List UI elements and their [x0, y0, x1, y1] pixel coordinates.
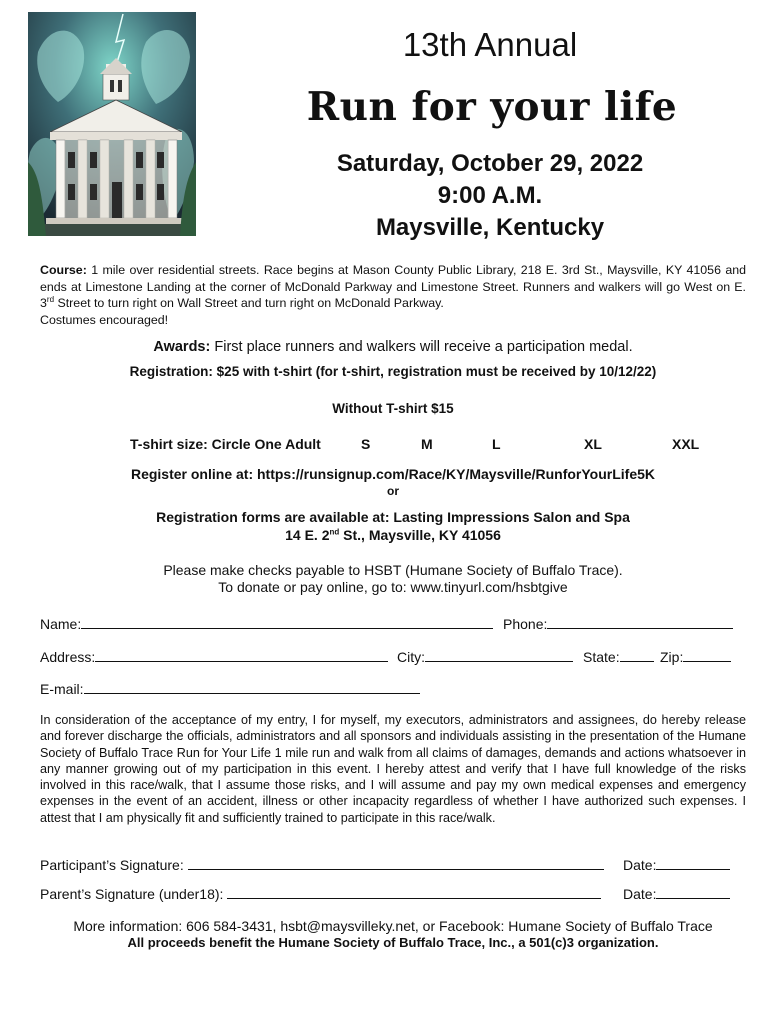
participant-date-line[interactable] [656, 857, 730, 870]
state-input-line[interactable] [620, 649, 654, 662]
awards-label: Awards: [153, 339, 211, 355]
address-field[interactable] [40, 649, 388, 665]
forms-sup: nd [329, 527, 340, 537]
participant-signature-line[interactable] [188, 857, 604, 870]
course-description [40, 262, 746, 328]
awards-line [40, 339, 746, 355]
name-label: Name: [40, 616, 82, 632]
forms-line-2 [40, 526, 746, 544]
email-input-line[interactable] [84, 681, 420, 694]
email-field[interactable] [40, 681, 420, 697]
name-field[interactable] [40, 616, 493, 632]
parent-date-line[interactable] [656, 886, 730, 899]
registration-forms-location [40, 508, 746, 544]
city-input-line[interactable] [425, 649, 573, 662]
address-input-line[interactable] [95, 649, 388, 662]
event-edition: 13th Annual [402, 26, 578, 63]
awards-text: First place runners and walkers will receive a participation medal. [214, 339, 633, 355]
or-separator: or [387, 484, 399, 498]
parent-signature-line[interactable] [227, 886, 601, 899]
event-date: Saturday, October 29, 2022 [336, 150, 644, 177]
zip-input-line[interactable] [683, 649, 731, 662]
city-field[interactable] [397, 649, 573, 665]
parent-signature-field[interactable] [40, 886, 601, 902]
registration-price: Registration: $25 with t-shirt (for t-shirt, registration must be received by 10/12/22) [129, 364, 657, 379]
parent-signature-label: Parent’s Signature (under18): [40, 886, 224, 902]
event-title: Run for your life [306, 84, 678, 130]
haunted-courthouse-image [28, 12, 196, 236]
name-input-line[interactable] [81, 616, 493, 629]
size-option-m[interactable]: M [421, 436, 433, 452]
size-option-xl[interactable]: XL [584, 436, 602, 452]
more-information: More information: 606 584-3431, hsbt@maysvilleky.net, or Facebook: Humane Society of Buffalo Trace [73, 918, 713, 934]
state-field[interactable] [583, 649, 654, 665]
course-label: Course: [40, 263, 87, 277]
participant-signature-label: Participant’s Signature: [40, 857, 184, 873]
phone-input-line[interactable] [547, 616, 733, 629]
email-label: E-mail: [40, 681, 84, 697]
zip-label: Zip: [660, 649, 684, 665]
forms-line-1: Registration forms are available at: Lasting Impressions Salon and Spa [156, 509, 630, 525]
tshirt-size-label: T-shirt size: Circle One Adult [130, 436, 321, 452]
payment-info [40, 562, 746, 596]
state-label: State: [583, 649, 620, 665]
address-label: Address: [40, 649, 96, 665]
forms-address-a: 14 E. 2 [285, 527, 330, 543]
city-label: City: [397, 649, 425, 665]
size-option-s[interactable]: S [361, 436, 371, 452]
checks-payable: Please make checks payable to HSBT (Humane Society of Buffalo Trace). [163, 562, 623, 578]
participant-signature-field[interactable] [40, 857, 604, 873]
size-option-xxl[interactable]: XXL [672, 436, 700, 452]
parent-date-label: Date: [623, 886, 657, 902]
course-sup: rd [46, 294, 55, 304]
course-text-cont: Street to turn right on Wall Street and turn right on McDonald Parkway. [54, 296, 444, 310]
registration-without-shirt: Without T-shirt $15 [332, 401, 454, 416]
phone-label: Phone: [503, 616, 548, 632]
parent-date-field[interactable] [623, 886, 730, 902]
liability-waiver: In consideration of the acceptance of my entry, I for myself, my executors, administrators and assignees, do hereby release and forever discharge the officials, administrators and all sponsors and individuals assisting in the presentation of the Humane Society of Buffalo Trace Run for Your Life 1 mile run and walk from all claims of damages, demands and actions whatsoever in any manner growing out of my participation in this event. I hereby attest and verify that I have full knowledge of the risks involved in this race/walk, that I assume those risks, and I will assume and pay my own medical expenses and emergency expenses in the event of an accident, illness or other incapacity regardless of whether I have authorized such expenses. I attest that I am physically fit and sufficiently trained to participate in this race/walk. [40, 713, 746, 825]
phone-field[interactable] [503, 616, 733, 632]
course-text: 1 mile over residential streets. Race begins at Mason County Public Library, 218 E. 3rd St., Maysville, KY 41056 and ends at Limestone Landing at the corner of McDonald Parkway and Limestone Street. Runners and walkers will go West on E. 3 [40, 263, 746, 310]
proceeds-statement: All proceeds benefit the Humane Society of Buffalo Trace, Inc., a 501(c)3 organization. [127, 935, 659, 950]
event-time: 9:00 A.M. [437, 182, 543, 209]
event-location: Maysville, Kentucky [375, 214, 605, 241]
size-option-l[interactable]: L [492, 436, 501, 452]
participant-date-field[interactable] [623, 857, 730, 873]
donate-online: To donate or pay online, go to: www.tinyurl.com/hsbtgive [218, 579, 568, 595]
zip-field[interactable] [660, 649, 731, 665]
register-online-link[interactable]: Register online at: https://runsignup.com/Race/KY/Maysville/RunforYourLife5K [130, 466, 656, 482]
forms-address-b: St., Maysville, KY 41056 [339, 527, 501, 543]
participant-date-label: Date: [623, 857, 657, 873]
event-date-block [300, 148, 680, 244]
costumes-note: Costumes encouraged! [40, 312, 169, 327]
